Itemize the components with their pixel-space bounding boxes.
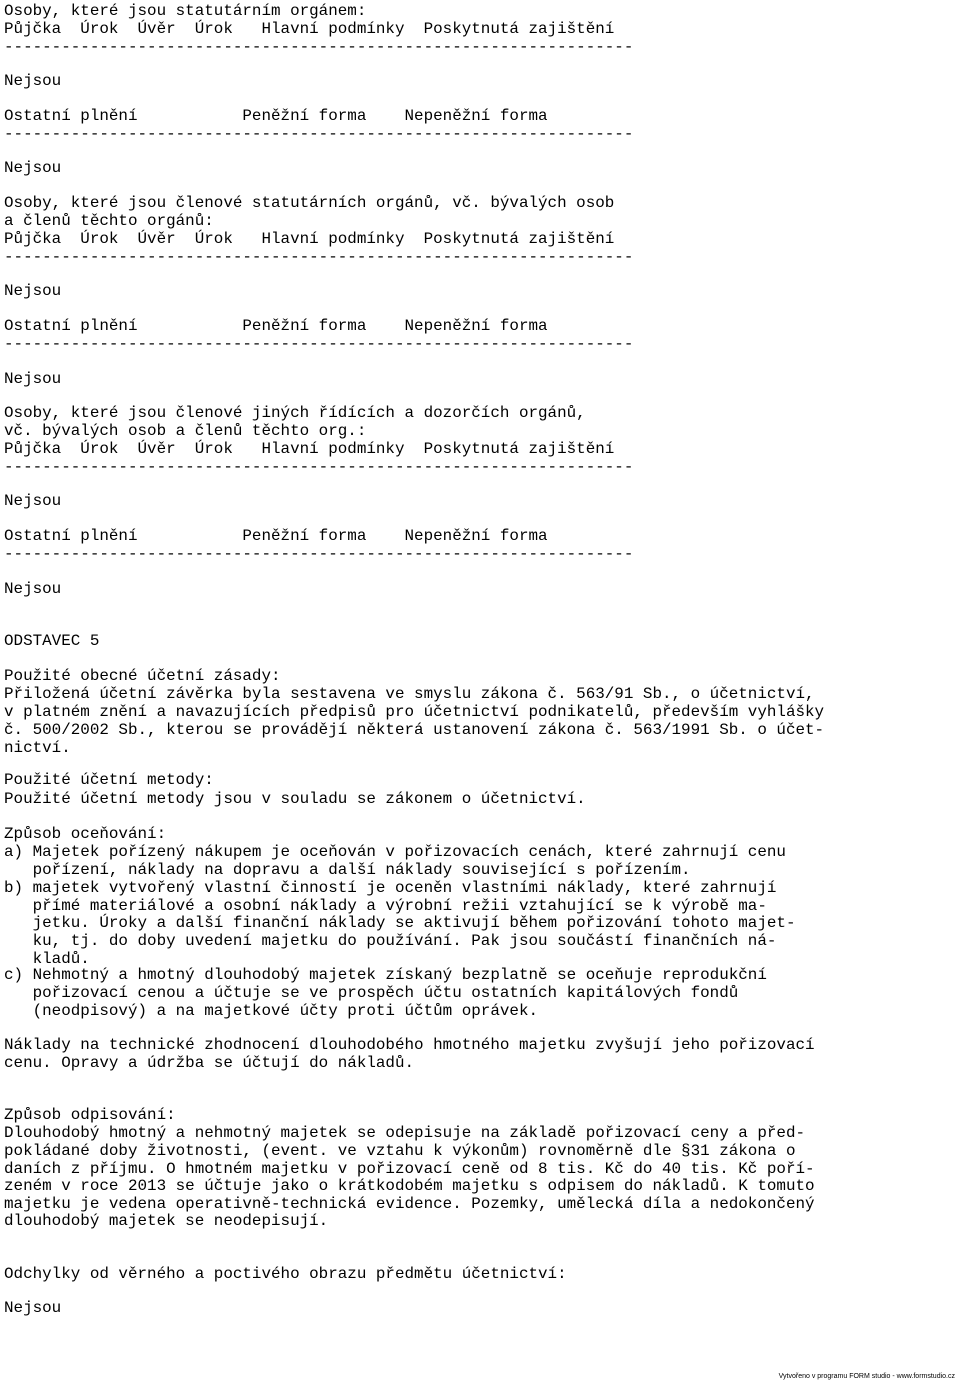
text-line: cenu. Opravy a údržba se účtují do nákladů. <box>4 1054 415 1072</box>
text-line: (neodpisový) a na majetkové účty proti účtům oprávek. <box>4 1002 539 1020</box>
text-line: Osoby, které jsou statutárním orgánem: <box>4 2 367 20</box>
text-line: a) Majetek pořízený nákupem je oceňován v pořizovacích cenách, které zahrnují cenu <box>4 843 786 861</box>
text-line: dlouhodobý majetek se neodepisují. <box>4 1212 329 1230</box>
text-line: Nejsou <box>4 492 62 510</box>
text-line: Ostatní plnění Peněžní forma Nepeněžní forma <box>4 317 548 335</box>
text-line: jetku. Úroky a další finanční náklady se aktivují během pořizování tohoto majet- <box>4 914 796 932</box>
text-line: Způsob oceňování: <box>4 825 167 843</box>
text-line: Nejsou <box>4 370 62 388</box>
text-line: Náklady na technické zhodnocení dlouhodobého hmotného majetku zvyšují jeho pořizovací <box>4 1036 815 1054</box>
text-line: přímé materiálové a osobní náklady a výrobní režii vztahující se k výrobě ma- <box>4 897 767 915</box>
text-line: Dlouhodobý hmotný a nehmotný majetek se odepisuje na základě pořizovací ceny a před- <box>4 1124 806 1142</box>
text-line: a členů těchto orgánů: <box>4 212 214 230</box>
text-line: Použité obecné účetní zásady: <box>4 667 281 685</box>
text-line: vč. bývalých osob a členů těchto org.: <box>4 422 367 440</box>
text-line: ku, tj. do doby uvedení majetku do používání. Pak jsou součástí finančních ná- <box>4 932 777 950</box>
text-line: Způsob odpisování: <box>4 1106 176 1124</box>
text-line: Osoby, které jsou členové statutárních orgánů, vč. bývalých osob <box>4 194 615 212</box>
text-line: Nejsou <box>4 72 62 90</box>
text-line: pokládané doby životnosti, (event. ve vztahu k výkonům) rovnoměrně dle §31 zákona o <box>4 1142 796 1160</box>
text-line: Půjčka Úrok Úvěr Úrok Hlavní podmínky Poskytnutá zajištění <box>4 230 615 248</box>
text-line: Ostatní plnění Peněžní forma Nepeněžní forma <box>4 527 548 545</box>
text-line: b) majetek vytvořený vlastní činností je oceněn vlastními náklady, které zahrnují <box>4 879 777 897</box>
text-line: Půjčka Úrok Úvěr Úrok Hlavní podmínky Poskytnutá zajištění <box>4 440 615 458</box>
text-line: č. 500/2002 Sb., kterou se provádějí některá ustanovení zákona č. 563/1991 Sb. o účet- <box>4 721 825 739</box>
text-line: majetku je vedena operativně-technická evidence. Pozemky, umělecká díla a nedokončený <box>4 1195 815 1213</box>
footer-credit: Vytvořeno v programu FORM studio - www.formstudio.cz <box>778 1373 955 1380</box>
text-line: Nejsou <box>4 1299 62 1317</box>
text-line: Ostatní plnění Peněžní forma Nepeněžní forma <box>4 107 548 125</box>
text-line: Použité účetní metody jsou v souladu se zákonem o účetnictví. <box>4 790 586 808</box>
text-line: Použité účetní metody: <box>4 771 214 789</box>
text-line: c) Nehmotný a hmotný dlouhodobý majetek získaný bezplatně se oceňuje reprodukční <box>4 966 767 984</box>
text-line: daních z příjmu. O hmotném majetku v pořizovací ceně od 8 tis. Kč do 40 tis. Kč poří- <box>4 1160 815 1178</box>
text-line: Nejsou <box>4 580 62 598</box>
text-line: ------------------------------------------------------------------ <box>4 545 634 563</box>
text-line: ------------------------------------------------------------------ <box>4 248 634 266</box>
text-line: ------------------------------------------------------------------ <box>4 125 634 143</box>
text-line: Půjčka Úrok Úvěr Úrok Hlavní podmínky Poskytnutá zajištění <box>4 20 615 38</box>
text-line: v platném znění a navazujících předpisů pro účetnictví podnikatelů, především vyhlášky <box>4 703 825 721</box>
text-line: Přiložená účetní závěrka byla sestavena ve smyslu zákona č. 563/91 Sb., o účetnictví, <box>4 685 815 703</box>
text-line: pořizovací cenou a účtuje se ve prospěch účtu ostatních kapitálových fondů <box>4 984 739 1002</box>
text-line: ------------------------------------------------------------------ <box>4 458 634 476</box>
text-line: ------------------------------------------------------------------ <box>4 38 634 56</box>
text-line: Nejsou <box>4 282 62 300</box>
text-line: zeném v roce 2013 se účtuje jako o krátkodobém majetku s odpisem do nákladů. K tomuto <box>4 1177 815 1195</box>
text-line: Osoby, které jsou členové jiných řídících a dozorčích orgánů, <box>4 404 586 422</box>
text-line: Odchylky od věrného a poctivého obrazu předmětu účetnictví: <box>4 1265 567 1283</box>
text-line: kladů. <box>4 950 90 968</box>
text-line: Nejsou <box>4 159 62 177</box>
text-line: pořízení, náklady na dopravu a další náklady související s pořízením. <box>4 861 691 879</box>
text-line: ------------------------------------------------------------------ <box>4 335 634 353</box>
text-line: nictví. <box>4 739 71 757</box>
text-line: ODSTAVEC 5 <box>4 632 100 650</box>
